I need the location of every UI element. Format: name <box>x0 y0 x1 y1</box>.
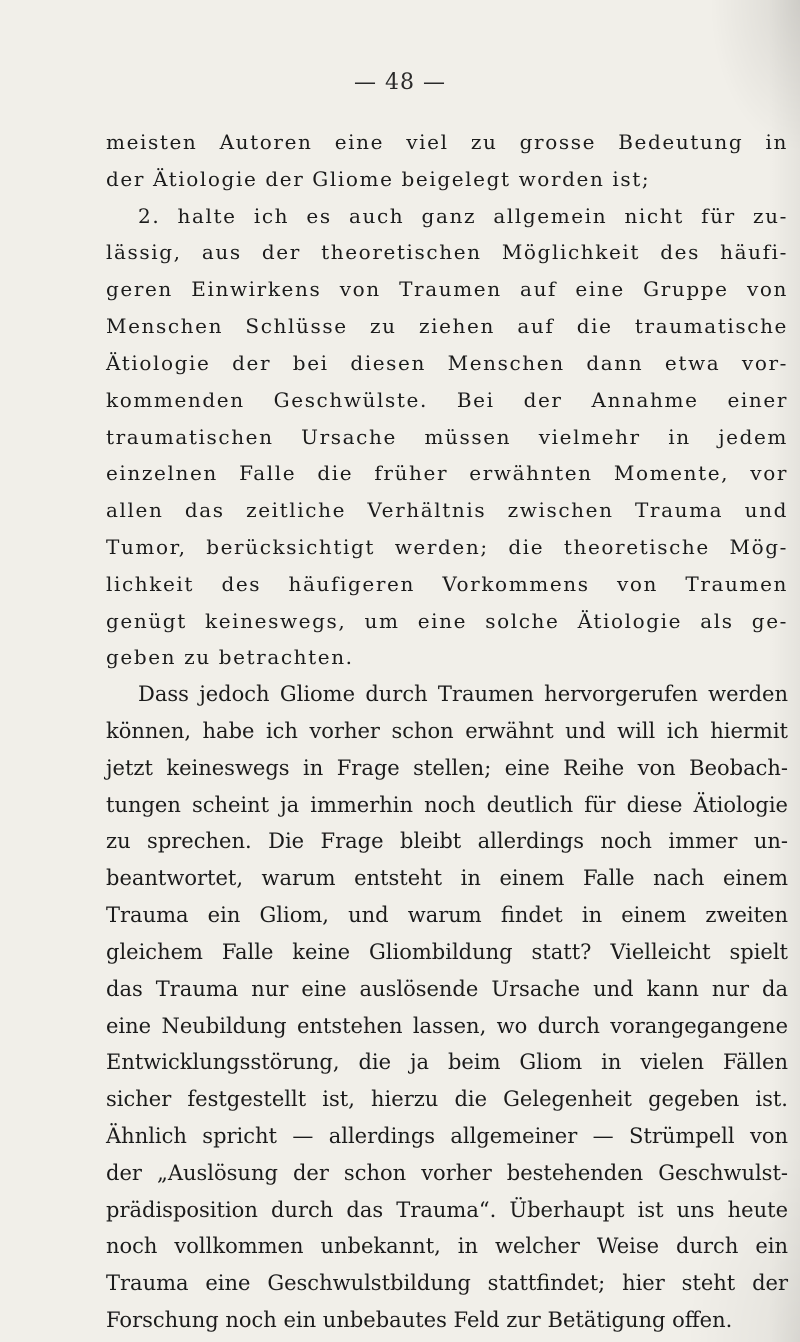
text-line: allen das zeitliche Verhältnis zwischen Trauma und <box>106 498 788 523</box>
text-line: Ähnlich spricht — allerdings allgemeiner — Strümpell von <box>106 1123 788 1148</box>
text-line: Tumor, berücksichtigt werden; die theoretische Mög- <box>106 534 788 559</box>
text-line: einzelnen Falle die früher erwähnten Momente, vor <box>106 461 788 486</box>
text-line: prädisposition durch das Trauma“. Überhaupt ist uns heute <box>106 1197 788 1222</box>
text-line: zu sprechen. Die Frage bleibt allerdings noch immer un- <box>106 829 788 854</box>
text-line: Menschen Schlüsse zu ziehen auf die traumatische <box>106 314 788 339</box>
text-line: Entwicklungsstörung, die ja beim Gliom in vielen Fällen <box>106 1050 788 1075</box>
text-line: eine Neubildung entstehen lassen, wo durch vorangegangene <box>106 1013 788 1038</box>
text-line: Trauma eine Geschwulstbildung stattfindet; hier steht der <box>106 1271 788 1296</box>
text-line: tungen scheint ja immerhin noch deutlich für diese Ätiologie <box>106 792 788 817</box>
text-line: kommenden Geschwülste. Bei der Annahme einer <box>106 387 788 412</box>
text-line: gleichem Falle keine Gliombildung statt? Vielleicht spielt <box>106 939 788 964</box>
text-line: sicher festgestellt ist, hierzu die Gelegenheit gegeben ist. <box>106 1087 788 1112</box>
text-line: lichkeit des häufigeren Vorkommens von Traumen <box>106 571 788 596</box>
text-line: beantwortet, warum entsteht in einem Falle nach einem <box>106 866 788 891</box>
text-line: Trauma ein Gliom, und warum findet in einem zweiten <box>106 903 788 928</box>
text-line: der Ätiologie der Gliome beigelegt worden ist; <box>106 166 651 191</box>
text-line: geben zu betrachten. <box>106 645 354 670</box>
text-line: Forschung noch ein unbebautes Feld zur Betätigung offen. <box>106 1308 733 1332</box>
text-line: jetzt keineswegs in Frage stellen; eine Reihe von Beobach- <box>106 755 788 780</box>
text-line: genügt keineswegs, um eine solche Ätiologie als ge- <box>106 608 788 633</box>
text-line: traumatischen Ursache müssen vielmehr in jedem <box>106 424 788 449</box>
text-line: Ätiologie der bei diesen Menschen dann etwa vor- <box>106 350 788 375</box>
text-line: meisten Autoren eine viel zu grosse Bedeutung in <box>106 130 788 154</box>
text-line: lässig, aus der theoretischen Möglichkeit des häufi- <box>106 240 788 265</box>
text-line: das Trauma nur eine auslösende Ursache und kann nur da <box>106 976 788 1001</box>
text-line: 2. halte ich es auch ganz allgemein nicht für zu- <box>138 203 788 228</box>
text-line: Dass jedoch Gliome durch Traumen hervorgerufen werden <box>138 682 788 707</box>
text-line: noch vollkommen unbekannt, in welcher Weise durch ein <box>106 1234 788 1259</box>
page-number: — 48 — <box>354 70 446 95</box>
text-line: der „Auslösung der schon vorher bestehenden Geschwulst- <box>106 1160 788 1185</box>
text-line: können, habe ich vorher schon erwähnt und will ich hiermit <box>106 719 788 743</box>
text-line: geren Einwirkens von Traumen auf eine Gruppe von <box>106 277 788 302</box>
